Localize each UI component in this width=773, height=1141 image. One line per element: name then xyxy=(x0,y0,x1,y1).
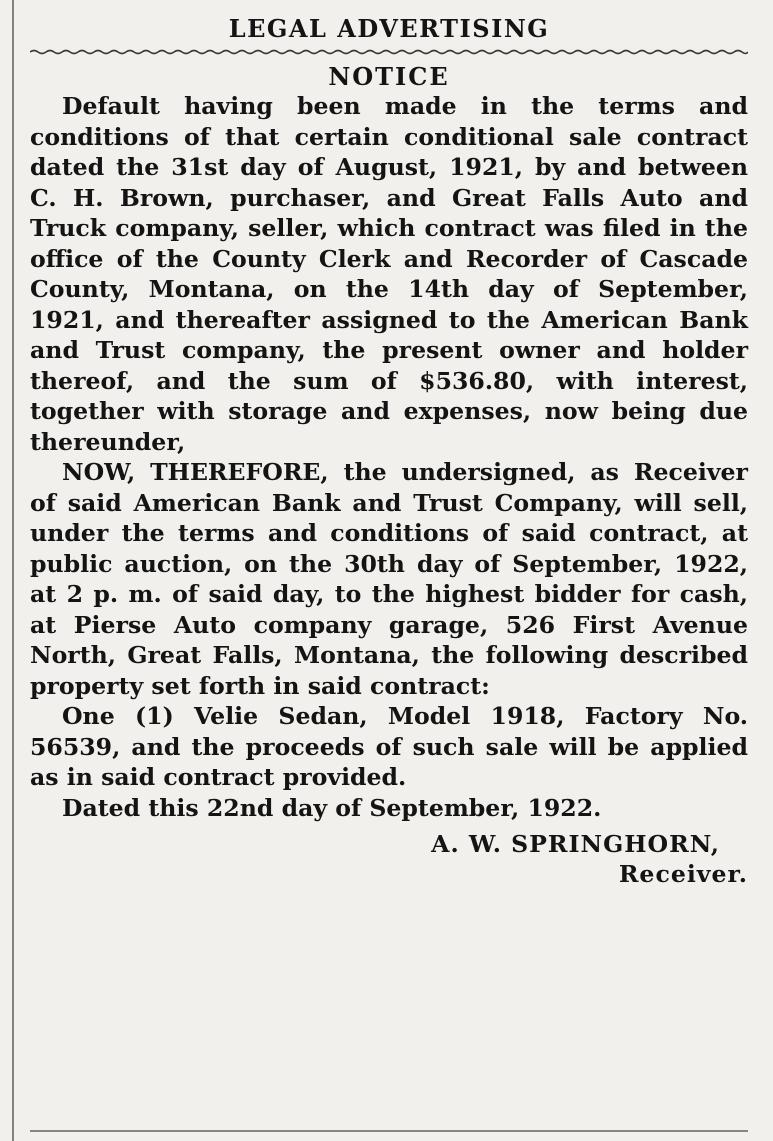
notice-paragraph-property: One (1) Velie Sedan, Model 1918, Factory No. 56539, and the proceeds of such sale will be applied as in said contract provided. xyxy=(30,702,748,791)
column-border-left xyxy=(12,0,14,1141)
notice-title: NOTICE xyxy=(328,62,450,91)
signature-name: A. W. SPRINGHORN, xyxy=(431,830,720,858)
notice-paragraph-default: Default having been made in the terms and conditions of that certain conditional sale contract dated the 31st day of August, 1921, by and between C. H. Brown, purchaser, and Great Falls Auto and Truck company, seller, which contract was filed in the office of the County Clerk and Recorder of Cascade County, Montana, on the 14th day of September, 1921, and thereafter assigned to the American Bank and Trust company, the present owner and holder thereof, and the sum of $536.80, with interest, together with storage and expenses, now being due thereunder, xyxy=(30,92,748,456)
notice-paragraph-sale: NOW, THEREFORE, the undersigned, as Receiver of said American Bank and Trust Company, will sell, under the terms and conditions of said contract, at public auction, on the 30th day of September, 1922, at 2 p. m. of said day, to the highest bidder for cash, at Pierse Auto company garage, 526 First Avenue North, Great Falls, Montana, the following described property set forth in said contract: xyxy=(30,458,748,700)
wavy-divider xyxy=(30,49,748,55)
legal-advertisement-column xyxy=(30,8,748,889)
notice-paragraph-dated: Dated this 22nd day of September, 1922. xyxy=(62,793,602,822)
section-header: LEGAL ADVERTISING xyxy=(228,14,550,43)
column-border-bottom xyxy=(30,1130,748,1132)
signature-role: Receiver. xyxy=(618,860,748,888)
